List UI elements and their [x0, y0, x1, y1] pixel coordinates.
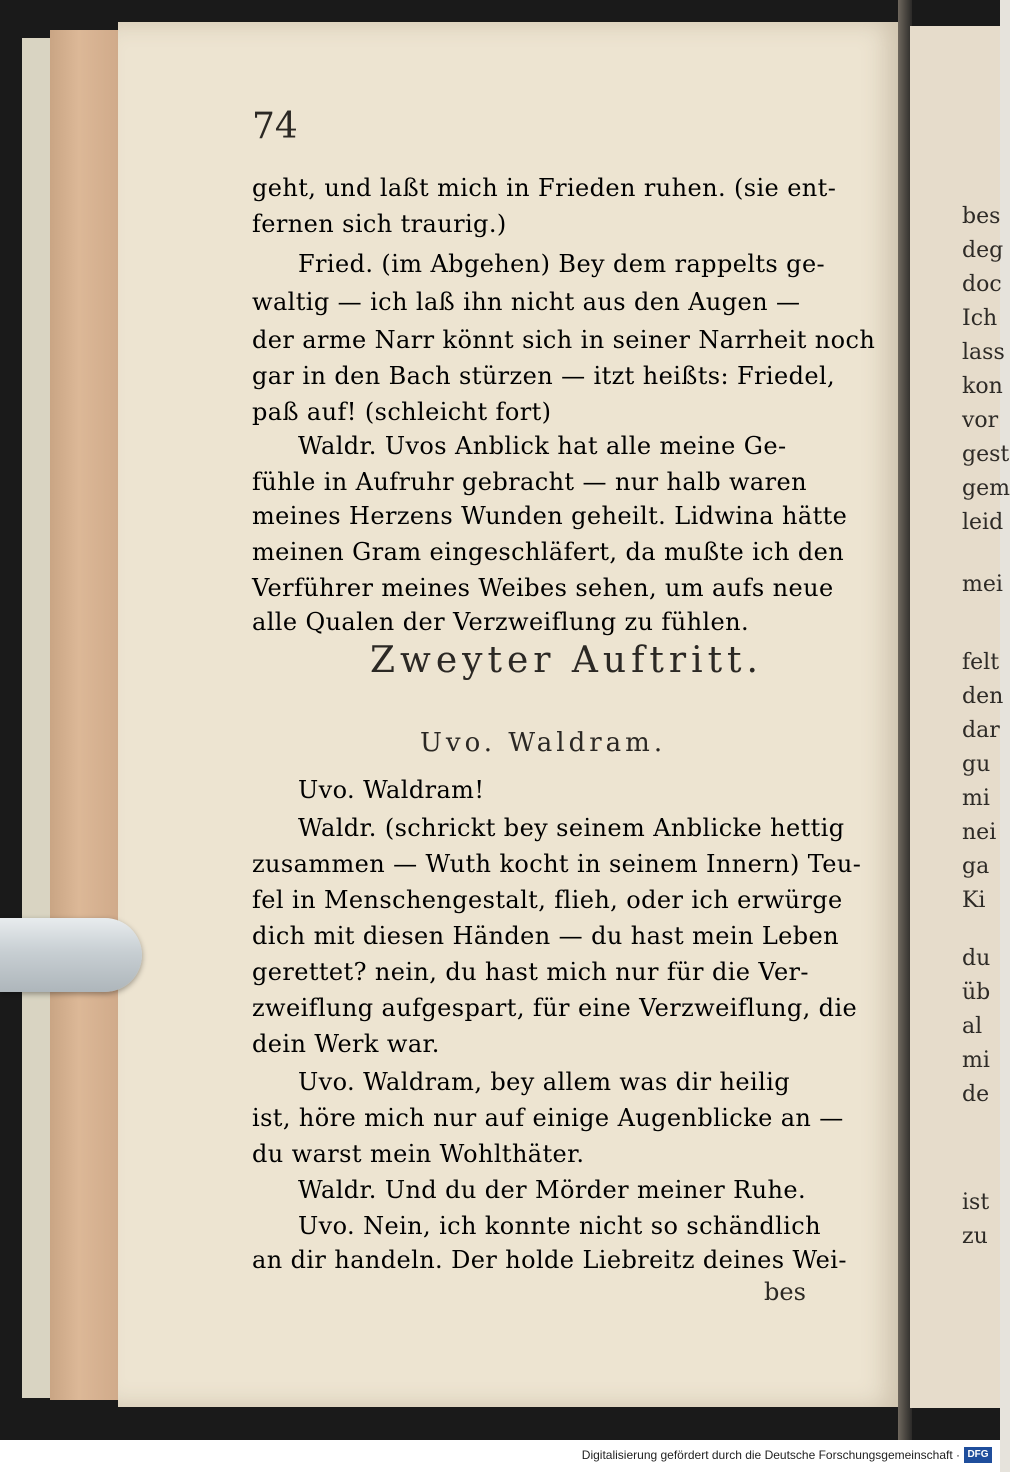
text-line: fühle in Aufruhr gebracht — nur halb waren — [252, 468, 807, 496]
facing-line: ga — [962, 854, 990, 879]
text-line: dich mit diesen Händen — du hast mein Leben — [252, 922, 839, 950]
catchword: bes — [764, 1278, 806, 1306]
text-line: gar in den Bach stürzen — itzt heißts: Friedel, — [252, 362, 836, 390]
dfg-logo: DFG — [964, 1447, 992, 1463]
page-number: 74 — [252, 106, 298, 147]
facing-line: vor — [962, 408, 999, 433]
text-line: fel in Menschengestalt, flieh, oder ich erwürge — [252, 886, 843, 914]
facing-line: de — [962, 1082, 990, 1107]
footer-credit: Digitalisierung gefördert durch die Deutsche Forschungsgemeinschaft · — [581, 1448, 960, 1462]
facing-line: den — [962, 684, 1004, 709]
text-line: alle Qualen der Verzweiflung zu fühlen. — [252, 608, 749, 636]
text-line: Waldr. Und du der Mörder meiner Ruhe. — [298, 1176, 806, 1204]
text-line: der arme Narr könnt sich in seiner Narrheit noch — [252, 326, 876, 354]
text-line: Waldr. (schrickt bey seinem Anblicke hettig — [298, 814, 845, 842]
facing-line: du — [962, 946, 991, 971]
text-line: geht, und laßt mich in Frieden ruhen. (sie ent- — [252, 174, 837, 202]
facing-line: üb — [962, 980, 991, 1005]
facing-line: gu — [962, 752, 991, 777]
text-line: du warst mein Wohlthäter. — [252, 1140, 585, 1168]
footer-bar — [0, 1440, 1000, 1472]
text-line: meines Herzens Wunden geheilt. Lidwina hätte — [252, 502, 848, 530]
text-line: Uvo. Waldram! — [298, 776, 485, 804]
text-line: an dir handeln. Der holde Liebreitz deines Wei- — [252, 1246, 847, 1274]
facing-line: al — [962, 1014, 983, 1039]
text-line: ist, höre mich nur auf einige Augenblicke an — — [252, 1104, 844, 1132]
page-clip — [0, 918, 142, 992]
scene-persons: Uvo. Waldram. — [420, 728, 667, 758]
text-line: dein Werk war. — [252, 1030, 440, 1058]
text-line: zweiflung aufgespart, für eine Verzweiflung, die — [252, 994, 858, 1022]
facing-page — [910, 26, 1010, 1408]
scene-heading: Zweyter Auftritt. — [370, 640, 763, 681]
facing-line: deg — [962, 238, 1004, 263]
page-edges — [50, 30, 122, 1400]
facing-line: ist — [962, 1190, 990, 1215]
text-line: meinen Gram eingeschläfert, da mußte ich den — [252, 538, 845, 566]
text-line: Verführer meines Weibes sehen, um aufs neue — [252, 574, 834, 602]
facing-line: leid — [962, 510, 1004, 535]
text-line: Uvo. Waldram, bey allem was dir heilig — [298, 1068, 790, 1096]
facing-line: dar — [962, 718, 1000, 743]
facing-line: kon — [962, 374, 1003, 399]
facing-line: lass — [962, 340, 1005, 365]
facing-line: bes — [962, 204, 1001, 229]
text-line: waltig — ich laß ihn nicht aus den Augen — — [252, 288, 801, 316]
facing-line: felt — [962, 650, 1000, 675]
facing-line: zu — [962, 1224, 988, 1249]
text-line: Fried. (im Abgehen) Bey dem rappelts ge- — [298, 250, 826, 278]
text-line: gerettet? nein, du hast mich nur für die Ver- — [252, 958, 809, 986]
text-line: Waldr. Uvos Anblick hat alle meine Ge- — [298, 432, 787, 460]
facing-line: nei — [962, 820, 997, 845]
text-line: Uvo. Nein, ich konnte nicht so schändlich — [298, 1212, 821, 1240]
facing-line: mei — [962, 572, 1003, 597]
facing-line: gem — [962, 476, 1010, 501]
facing-line: Ich — [962, 306, 998, 331]
text-line: fernen sich traurig.) — [252, 210, 507, 238]
facing-line: mi — [962, 786, 990, 811]
text-line: paß auf! (schleicht fort) — [252, 398, 552, 426]
facing-line: mi — [962, 1048, 990, 1073]
facing-line: doc — [962, 272, 1002, 297]
facing-line: gest — [962, 442, 1010, 467]
text-line: zusammen — Wuth kocht in seinem Innern) Teu- — [252, 850, 862, 878]
facing-line: Ki — [962, 888, 986, 913]
